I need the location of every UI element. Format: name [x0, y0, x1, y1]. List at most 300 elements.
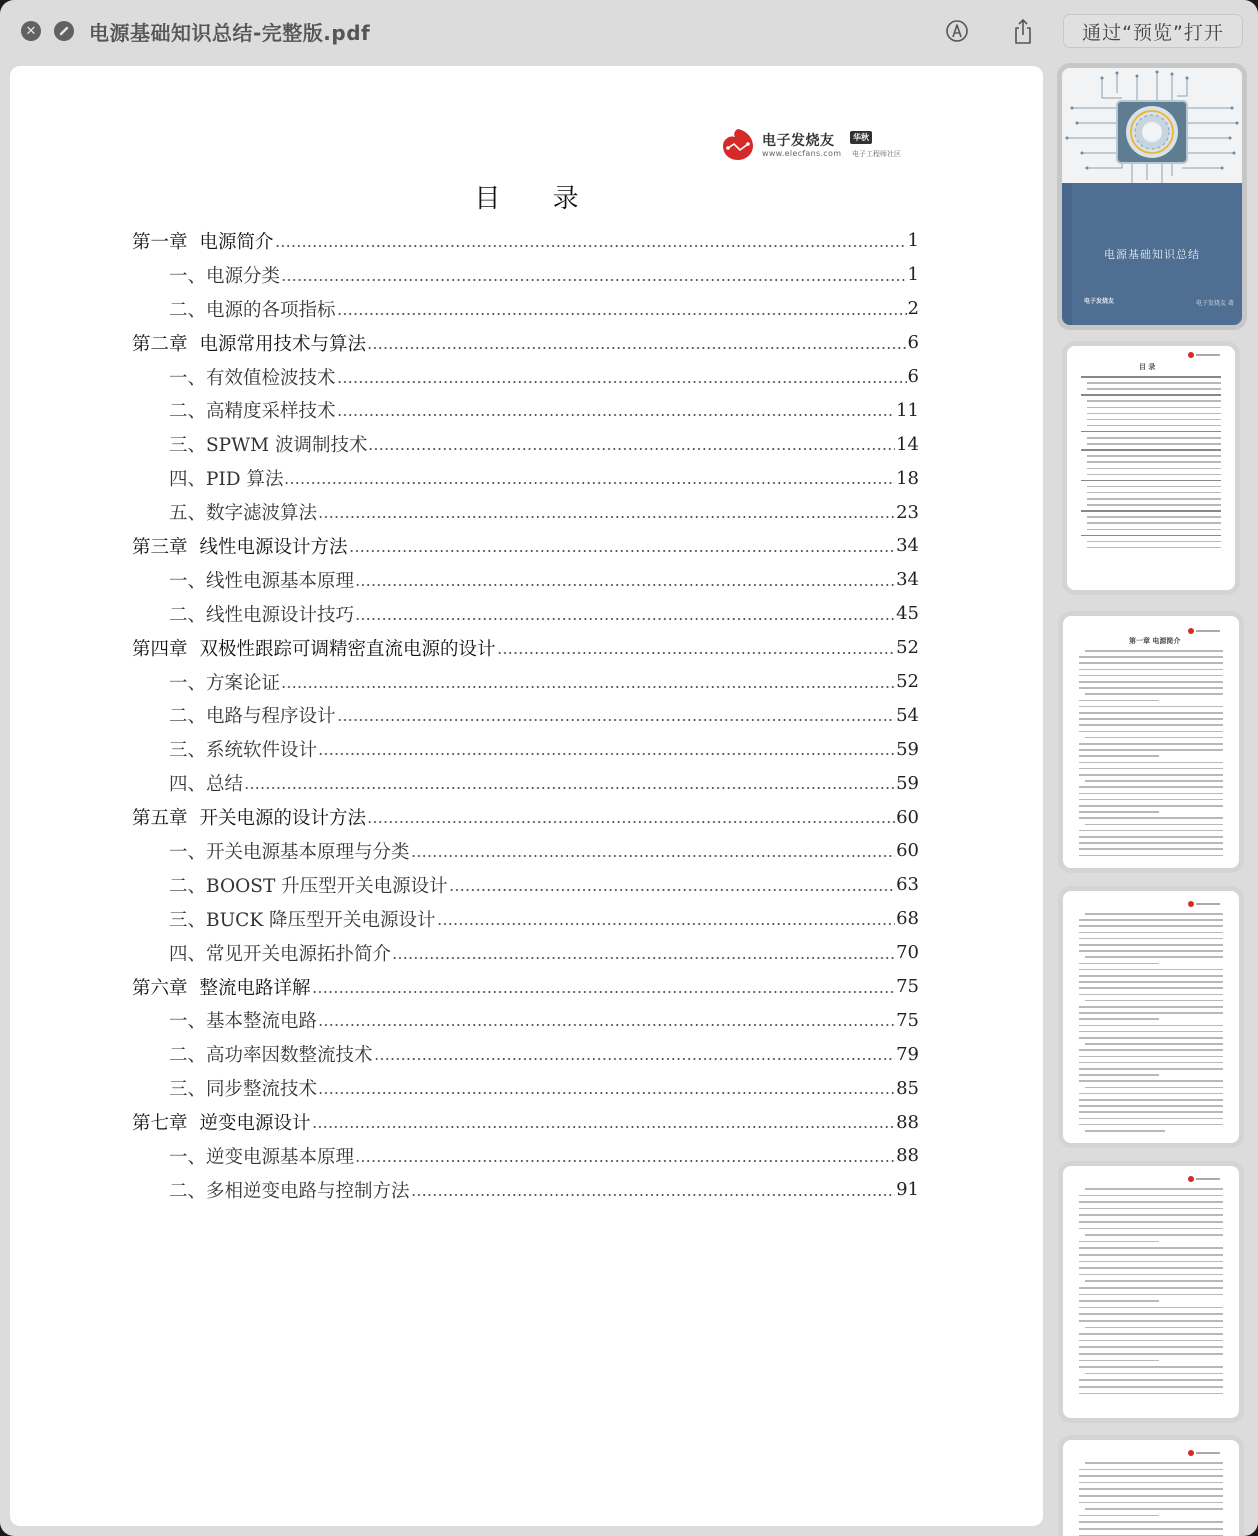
mini-text-line: [1079, 799, 1223, 801]
toc-entry-label: [169, 1075, 317, 1101]
mini-text-line: [1087, 407, 1221, 409]
mini-text-line: [1079, 987, 1223, 989]
mini-text-line: [1079, 1379, 1223, 1381]
mini-logo-icon: [1188, 901, 1194, 907]
mini-text-line: [1079, 1495, 1223, 1497]
mini-text-line: [1087, 400, 1221, 402]
thumbnail-page-4[interactable]: [1063, 1440, 1239, 1536]
toc-page-number: 60: [896, 806, 919, 828]
mini-text-line: [1079, 687, 1223, 689]
mini-text-line: [1079, 774, 1223, 776]
mini-text-line: [1087, 455, 1221, 457]
toc-section-row[interactable]: [132, 1037, 919, 1071]
mini-text-line: [1079, 675, 1223, 677]
toc-entry-title: 二、电路与程序设计: [169, 706, 336, 728]
mini-logo-icon: [1188, 352, 1194, 358]
mini-text-line: [1079, 1201, 1223, 1203]
mini-text-line: [1079, 712, 1223, 714]
mini-text-line: [1079, 919, 1223, 921]
toc-entry-label: [132, 804, 366, 830]
mini-text-line: [1079, 1366, 1223, 1368]
toc-page-number: 45: [896, 603, 919, 625]
mini-text-line: [1079, 1254, 1223, 1256]
mini-text-line: [1079, 793, 1223, 795]
mini-text-line: [1079, 963, 1159, 965]
toc-leader-dots: [275, 245, 907, 247]
mini-text-line: [1079, 1111, 1223, 1113]
toc-section-row[interactable]: [132, 461, 919, 495]
toc-chapter-row[interactable]: [132, 224, 919, 258]
toc-leader-dots: [392, 957, 895, 959]
toc-entry-title: 二、线性电源设计技巧: [169, 604, 355, 626]
mini-text-line: [1087, 461, 1221, 463]
toc-entry-label: [169, 669, 280, 695]
toc-entry-label: [169, 702, 336, 728]
toc-entry-label: [169, 872, 448, 898]
toc-leader-dots: [449, 889, 895, 891]
mini-text-line: [1079, 1068, 1223, 1070]
toc-section-row[interactable]: [132, 1139, 919, 1173]
toc-section-row[interactable]: [132, 1071, 919, 1105]
mini-text-line: [1085, 1508, 1223, 1510]
toc-chapter-row[interactable]: [132, 529, 919, 563]
mini-text-line: [1079, 1469, 1223, 1471]
mini-text-line: [1085, 1373, 1223, 1375]
toc-entry-title: 三、SPWM 波调制技术: [169, 435, 368, 457]
mini-text-line: [1081, 394, 1221, 396]
toc-page-number: 1: [907, 230, 919, 252]
mini-logo-icon: [1188, 1176, 1194, 1182]
toc-chapter-number: 第七章: [132, 1113, 188, 1135]
mini-text-line: [1079, 925, 1223, 927]
toc-leader-dots: [318, 1092, 895, 1094]
toc-entry-title: 逆变电源设计: [199, 1113, 311, 1135]
toc-leader-dots: [355, 1160, 895, 1162]
markup-pen-icon[interactable]: [942, 16, 972, 46]
toc-entry-label: [169, 601, 354, 627]
toc-section-row[interactable]: [132, 495, 919, 529]
toc-section-row[interactable]: [132, 834, 919, 868]
mini-text-line: [1079, 1208, 1223, 1210]
toc-chapter-row[interactable]: [132, 1105, 919, 1139]
toc-leader-dots: [374, 1058, 896, 1060]
toc-page-number: 52: [896, 637, 919, 659]
mini-text-line: [1079, 1080, 1223, 1082]
mini-logo-text: [1196, 1178, 1220, 1180]
toc-entry-label: [169, 1143, 354, 1169]
title-bar: [0, 0, 1258, 62]
toc-page-number: 34: [896, 569, 919, 591]
share-icon[interactable]: [1008, 16, 1038, 46]
toc-entry-label: [169, 906, 436, 932]
toc-entry-label: [169, 431, 367, 457]
toc-entry-label: [169, 567, 354, 593]
toc-page-number: 1: [907, 264, 919, 286]
mini-text-line: [1087, 443, 1221, 445]
thumbnail-page-3[interactable]: [1063, 1166, 1239, 1418]
toc-section-row[interactable]: [132, 563, 919, 597]
toc-section-row[interactable]: [132, 1173, 919, 1207]
mini-text-line: [1085, 1000, 1223, 1002]
cover-illustration: [1062, 68, 1242, 183]
toc-leader-dots: [318, 516, 895, 518]
mini-text-line: [1079, 1049, 1223, 1051]
mini-text-line: [1081, 449, 1221, 451]
toc-page-number: 23: [896, 501, 919, 523]
mini-text-line: [1085, 1280, 1223, 1282]
toc-entry-title: 电源简介: [199, 231, 274, 253]
toc-page-number: 63: [896, 874, 919, 896]
toc-entry-label: [132, 635, 496, 661]
mini-text-line: [1079, 1006, 1223, 1008]
toc-leader-dots: [284, 482, 895, 484]
toc-section-row[interactable]: [132, 393, 919, 427]
toc-page-number: 88: [896, 1145, 919, 1167]
window-title: 电源基础知识总结-完整版.pdf: [89, 21, 371, 45]
mini-text-line: [1079, 938, 1223, 940]
mini-text-line: [1079, 1340, 1223, 1342]
mini-text-line: [1079, 1307, 1223, 1309]
mini-text-line: [1079, 830, 1223, 832]
mini-text-line: [1087, 541, 1221, 543]
toc-section-row[interactable]: [132, 1003, 919, 1037]
mini-text-line: [1079, 1118, 1223, 1120]
mini-text-line: [1079, 969, 1223, 971]
mini-text-line: [1087, 437, 1221, 439]
mini-text-line: [1085, 1188, 1223, 1190]
toc-entry-title: 二、高功率因数整流技术: [169, 1045, 373, 1067]
toc-section-row[interactable]: [132, 868, 919, 902]
mini-text-line: [1081, 431, 1221, 433]
mini-logo-text: [1196, 903, 1220, 905]
mini-text-line: [1079, 724, 1223, 726]
mini-text-line: [1079, 805, 1223, 807]
mini-text-line: [1087, 388, 1221, 390]
mini-text-line: [1079, 1386, 1223, 1388]
toc-section-row[interactable]: [132, 360, 919, 394]
mini-text-line: [1079, 981, 1223, 983]
mini-chapter-title: 第一章 电源简介: [1129, 637, 1181, 645]
toc-section-row[interactable]: [132, 258, 919, 292]
mini-text-line: [1079, 700, 1159, 702]
mini-text-line: [1079, 786, 1223, 788]
mini-text-line: [1085, 737, 1223, 739]
toc-page-number: 75: [896, 976, 919, 998]
mini-text-line: [1085, 1327, 1223, 1329]
toc-entry-label: [169, 1007, 317, 1033]
mini-text-line: [1079, 1360, 1159, 1362]
mini-text-line: [1079, 1056, 1223, 1058]
toc-entry-label: [169, 262, 280, 288]
mini-text-line: [1087, 529, 1221, 531]
mini-text-line: [1079, 1528, 1223, 1530]
toc-leader-dots: [337, 414, 896, 416]
mini-text-line: [1081, 535, 1221, 537]
thumbnail-cover[interactable]: [1062, 68, 1242, 325]
toc-entry-label: [169, 296, 336, 322]
mini-text-line: [1079, 994, 1223, 996]
toc-entry-label: [169, 940, 391, 966]
mini-text-line: [1079, 1105, 1223, 1107]
toc-leader-dots: [318, 1024, 895, 1026]
mini-text-line: [1079, 1195, 1223, 1197]
thumbnail-toc[interactable]: [1067, 346, 1235, 590]
mini-text-line: [1081, 376, 1221, 378]
mini-text-line: [1079, 1287, 1223, 1289]
thumbnail-sidebar[interactable]: [1055, 62, 1258, 1536]
mini-text-line: [1079, 1124, 1223, 1126]
mini-text-line: [1079, 1074, 1159, 1076]
toc-entry-label: [169, 736, 317, 762]
mini-logo-text: [1196, 1452, 1220, 1454]
mini-text-line: [1087, 486, 1221, 488]
mini-text-line: [1085, 780, 1223, 782]
toc-leader-dots: [312, 991, 896, 993]
toc-entry-label: [132, 228, 274, 254]
mini-text-line: [1079, 1025, 1223, 1027]
toc-entry-title: 线性电源设计方法: [199, 536, 348, 558]
mini-text-line: [1079, 950, 1223, 952]
mini-text-line: [1079, 1018, 1159, 1020]
mini-text-line: [1079, 1294, 1223, 1296]
toc-page-number: 60: [896, 840, 919, 862]
toc-chapter-number: 第一章: [132, 231, 188, 253]
toc-leader-dots: [337, 381, 907, 383]
mini-text-line: [1079, 1475, 1223, 1477]
mini-text-line: [1079, 762, 1223, 764]
mini-text-line: [1079, 1037, 1223, 1039]
mini-text-line: [1085, 824, 1223, 826]
toc-entry-title: 三、BUCK 降压型开关电源设计: [169, 909, 436, 931]
toc-entry-label: [169, 364, 336, 390]
mini-text-line: [1079, 755, 1159, 757]
toc-page-number: 2: [907, 298, 919, 320]
toc-chapter-number: 第四章: [132, 638, 188, 660]
toc-entry-title: 电源常用技术与算法: [199, 333, 367, 355]
toc-entry-title: 二、电源的各项指标: [169, 299, 336, 321]
toc-page-number: 6: [907, 366, 919, 387]
mini-text-line: [1079, 855, 1223, 857]
toc-entry-title: 三、同步整流技术: [169, 1079, 318, 1101]
mini-text-line: [1079, 1012, 1223, 1014]
cover-brand: 电子发烧友: [1084, 298, 1115, 305]
logo-subtitle: 电子工程师社区: [852, 150, 901, 158]
toc-entry-title: 二、BOOST 升压型开关电源设计: [169, 875, 448, 897]
mini-text-line: [1079, 718, 1223, 720]
toc-entry-label: [169, 499, 317, 525]
toc-leader-dots: [349, 550, 896, 552]
mini-text-line: [1079, 743, 1223, 745]
toc-leader-dots: [367, 347, 907, 349]
mini-text-line: [1079, 1062, 1223, 1064]
toc-chapter-row[interactable]: [132, 326, 919, 360]
toc-entry-label: [132, 974, 311, 1000]
mini-text-line: [1085, 956, 1223, 958]
toc-leader-dots: [411, 855, 896, 857]
toc-leader-dots: [244, 787, 895, 789]
mini-text-line: [1079, 731, 1223, 733]
mini-text-line: [1087, 522, 1221, 524]
toc-entry-title: 四、总结: [169, 774, 244, 796]
mini-text-line: [1087, 492, 1221, 494]
mini-text-line: [1079, 669, 1223, 671]
toc-page-number: 52: [896, 671, 919, 693]
mini-text-line: [1087, 498, 1221, 500]
toc-chapter-row[interactable]: [132, 970, 919, 1004]
toc-leader-dots: [437, 923, 896, 925]
toc-leader-dots: [367, 821, 895, 823]
mini-text-line: [1079, 768, 1223, 770]
mini-text-line: [1085, 650, 1223, 652]
toc-section-row[interactable]: [132, 665, 919, 699]
mini-text-line: [1079, 1214, 1223, 1216]
toc-section-row[interactable]: [132, 732, 919, 766]
mini-text-line: [1079, 1333, 1223, 1335]
toc-entry-title: 四、常见开关电源拓扑简介: [169, 943, 392, 965]
cover-title: 电源基础知识总结: [1104, 248, 1200, 261]
toc-leader-dots: [312, 1126, 896, 1128]
mini-text-line: [1087, 547, 1221, 549]
toc-entry-title: 一、有效值检波技术: [169, 367, 336, 389]
toc-chapter-number: 第六章: [132, 977, 188, 999]
toc-entry-title: 五、数字滤波算法: [169, 503, 318, 525]
toc-leader-dots: [318, 753, 895, 755]
elecfans-logo: [720, 124, 910, 166]
mini-text-line: [1079, 1521, 1223, 1523]
toc-section-row[interactable]: [132, 597, 919, 631]
mini-text-line: [1079, 1261, 1223, 1263]
mini-text-line: [1085, 1462, 1223, 1464]
mini-text-line: [1079, 706, 1223, 708]
logo-badge: 华秋: [850, 131, 872, 144]
toc-page-number: 91: [896, 1179, 919, 1201]
toc-page-number: 79: [896, 1043, 919, 1065]
toc-chapter-row[interactable]: [132, 800, 919, 834]
toc-entry-title: 整流电路详解: [199, 977, 311, 999]
mini-text-line: [1079, 842, 1223, 844]
logo-name: 电子发烧友: [762, 133, 835, 149]
table-of-contents: [132, 224, 919, 1207]
toc-entry-label: [169, 1041, 373, 1067]
toc-leader-dots: [281, 686, 895, 688]
mini-text-line: [1081, 510, 1221, 512]
mini-text-line: [1079, 811, 1159, 813]
toc-entry-label: [132, 533, 348, 559]
toc-page-number: 59: [896, 772, 919, 794]
toc-section-row[interactable]: [132, 698, 919, 732]
toc-leader-dots: [411, 1194, 896, 1196]
toc-page-number: 88: [896, 1111, 919, 1133]
toc-entry-title: 二、多相逆变电路与控制方法: [169, 1180, 410, 1202]
mini-text-line: [1079, 1241, 1159, 1243]
toc-section-row[interactable]: [132, 766, 919, 800]
toc-section-row[interactable]: [132, 902, 919, 936]
toc-leader-dots: [497, 652, 896, 654]
toc-section-row[interactable]: [132, 292, 919, 326]
toc-leader-dots: [355, 584, 895, 586]
toc-entry-title: 一、逆变电源基本原理: [169, 1146, 355, 1168]
mini-text-line: [1085, 913, 1223, 915]
mini-text-line: [1079, 1274, 1223, 1276]
mini-text-line: [1087, 504, 1221, 506]
mini-text-line: [1087, 419, 1221, 421]
mini-text-line: [1087, 468, 1221, 470]
toc-page-number: 75: [896, 1009, 919, 1031]
toc-chapter-number: 第五章: [132, 808, 188, 830]
toc-entry-title: 一、电源分类: [169, 265, 281, 287]
toc-entry-label: [132, 330, 366, 356]
mini-logo-icon: [1188, 1450, 1194, 1456]
mini-text-line: [1079, 681, 1223, 683]
toc-title: 目 录: [474, 184, 601, 214]
pdf-page-view[interactable]: [10, 66, 1043, 1526]
open-in-preview-button[interactable]: 通过“预览”打开: [1063, 14, 1243, 48]
mini-text-line: [1079, 1221, 1223, 1223]
toc-page-number: 54: [896, 704, 919, 726]
chip-circuit-icon: [1062, 68, 1242, 183]
toc-chapter-number: 第三章: [132, 536, 188, 558]
mini-text-line: [1079, 1099, 1223, 1101]
toc-entry-label: [169, 838, 410, 864]
thumbnail-page-2[interactable]: [1063, 891, 1239, 1143]
mini-text-line: [1079, 1320, 1223, 1322]
toc-leader-dots: [337, 313, 907, 315]
mini-text-line: [1079, 836, 1223, 838]
thumbnail-page-1[interactable]: [1063, 616, 1239, 868]
mini-toc-title: 目 录: [1139, 363, 1156, 371]
close-icon[interactable]: ✕: [21, 21, 41, 41]
mini-text-line: [1079, 1393, 1223, 1395]
mini-text-line: [1079, 944, 1223, 946]
toc-page-number: 11: [896, 399, 919, 421]
toc-chapter-row[interactable]: [132, 631, 919, 665]
toc-page-number: 68: [896, 908, 919, 930]
mini-text-line: [1079, 1093, 1223, 1095]
mini-text-line: [1079, 848, 1223, 850]
mini-text-line: [1085, 693, 1223, 695]
toc-entry-title: 一、方案论证: [169, 672, 281, 694]
toc-entry-title: 一、基本整流电路: [169, 1011, 318, 1033]
mini-text-line: [1079, 662, 1223, 664]
mini-text-line: [1079, 749, 1223, 751]
mini-text-line: [1079, 1346, 1223, 1348]
logo-url: www.elecfans.com: [762, 149, 842, 158]
elecfans-logo-icon: [720, 126, 756, 162]
mini-text-line: [1079, 656, 1223, 658]
toc-entry-title: 一、开关电源基本原理与分类: [169, 841, 410, 863]
toc-section-row[interactable]: [132, 936, 919, 970]
toc-page-number: 70: [896, 942, 919, 964]
toc-section-row[interactable]: [132, 427, 919, 461]
mini-text-line: [1079, 1482, 1223, 1484]
mini-text-line: [1079, 975, 1223, 977]
mini-text-line: [1079, 1267, 1223, 1269]
mini-text-line: [1079, 1515, 1159, 1517]
mini-text-line: [1079, 1488, 1223, 1490]
mini-text-line: [1079, 1247, 1223, 1249]
mini-text-line: [1079, 1228, 1223, 1230]
toc-entry-title: 开关电源的设计方法: [199, 808, 367, 830]
toc-entry-label: [169, 770, 243, 796]
mini-text-line: [1079, 1353, 1223, 1355]
toc-entry-title: 一、线性电源基本原理: [169, 570, 355, 592]
no-entry-icon[interactable]: [54, 21, 74, 41]
toc-chapter-number: 第二章: [132, 333, 188, 355]
mini-logo-icon: [1188, 628, 1194, 634]
toc-leader-dots: [281, 279, 907, 281]
toc-entry-title: 二、高精度采样技术: [169, 401, 336, 423]
toc-page-number: 14: [896, 433, 919, 455]
